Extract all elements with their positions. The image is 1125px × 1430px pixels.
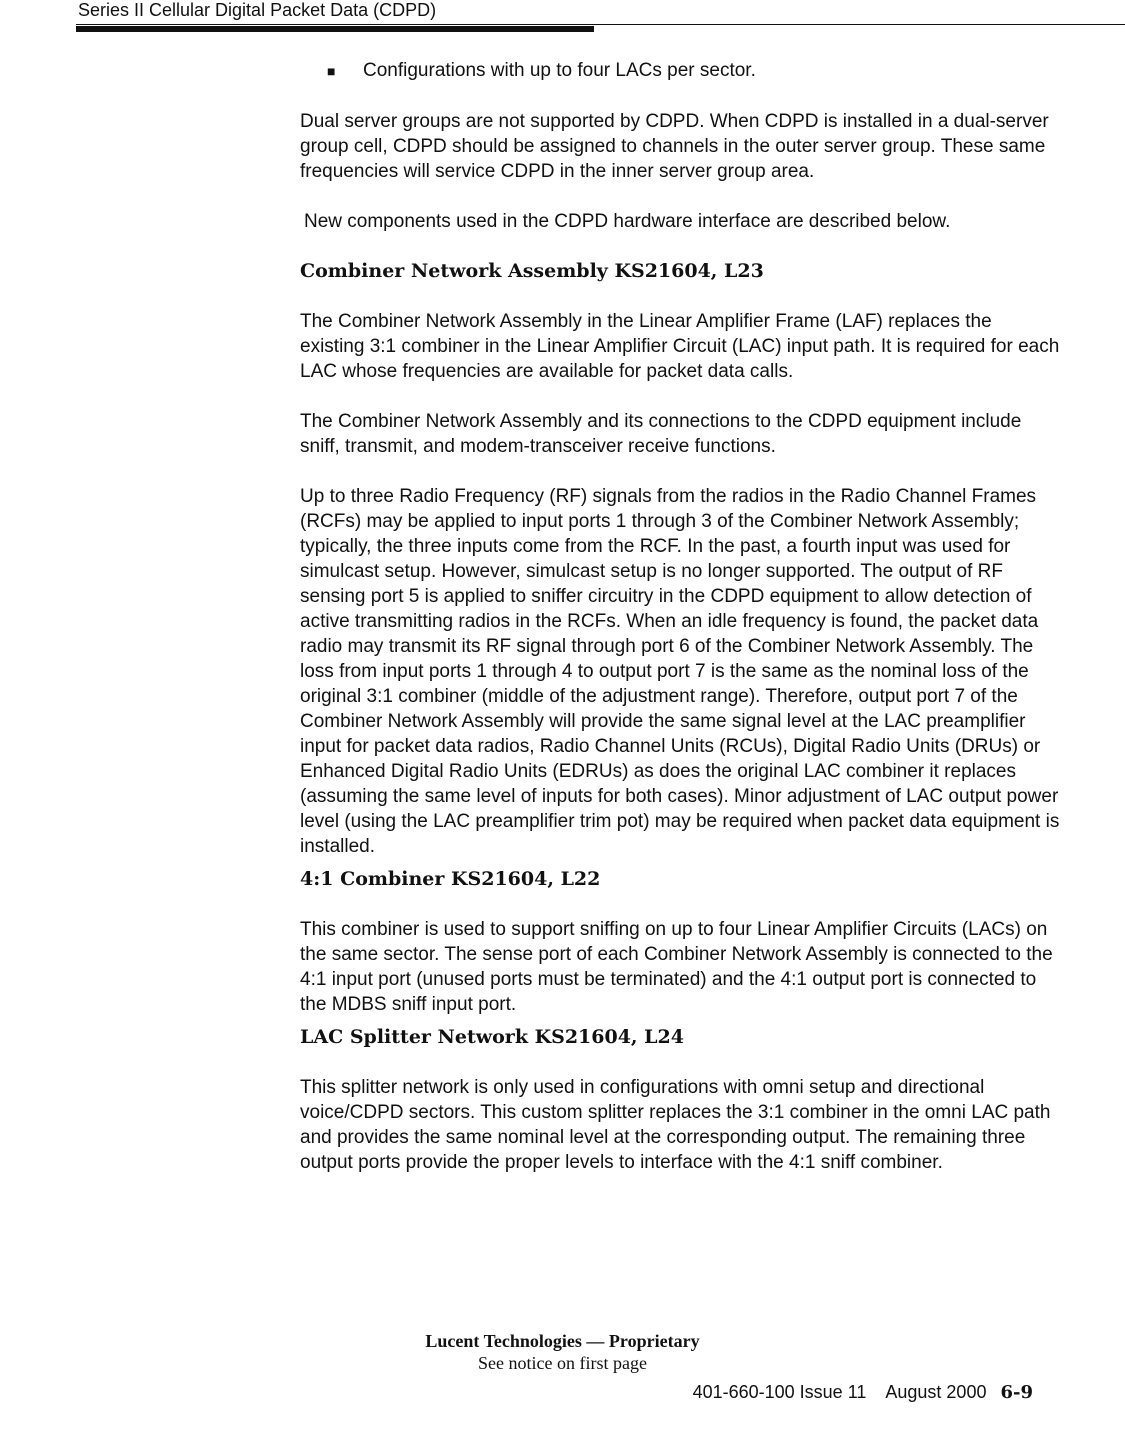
paragraph-new-components: New components used in the CDPD hardware interface are described below. (304, 211, 951, 232)
paragraph-lac-splitter: This splitter network is only used in configurations with omni setup and directional voice/CDPD sectors. This custom splitter replaces the 3:1 combiner in the omni LAC path and provides the same nominal level at the corresponding output. The remaining three output ports provide the proper levels to interface with the 4:1 sniff combiner. (300, 1077, 1051, 1173)
footer-company: Lucent Technologies — Proprietary (425, 1331, 700, 1351)
section-heading-lac-splitter: LAC Splitter Network KS21604, L24 (300, 1026, 684, 1048)
running-title: Series II Cellular Digital Packet Data (CDPD) (78, 0, 437, 20)
footer-doc-info-block (693, 1380, 1033, 1405)
footer-proprietary (0, 1330, 1125, 1374)
page-body (300, 58, 1060, 1200)
paragraph-combiner-network-3: Up to three Radio Frequency (RF) signals from the radios in the Radio Channel Frames (RCFs) may be applied to input ports 1 through 3 of the Combiner Network Assembly; typically, the three inputs come from the RCF. In the past, a fourth input was used for simulcast setup. However, simulcast setup is no longer supported. The output of RF sensing port 5 is applied to sniffer circuitry in the CDPD equipment to allow detection of active transmitting radios in the RCFs. When an idle frequency is found, the packet data radio may transmit its RF signal through port 6 of the Combiner Network Assembly. The loss from input ports 1 through 4 to output port 7 is the same as the nominal loss of the original 3:1 combiner (middle of the adjustment range). Therefore, output port 7 of the Combiner Network Assembly will provide the same signal level at the LAC preamplifier input for packet data radios, Radio Channel Units (RCUs), Digital Radio Units (DRUs) or Enhanced Digital Radio Units (EDRUs) as does the original LAC combiner it replaces (assuming the same level of inputs for both cases). Minor adjustment of LAC output power level (using the LAC preamplifier trim pot) may be required when packet data equipment is installed. (300, 486, 1060, 857)
section-heading-combiner-network: Combiner Network Assembly KS21604, L23 (300, 260, 764, 282)
page-number: 6-9 (1000, 1382, 1033, 1403)
paragraph-4-1-combiner: This combiner is used to support sniffing on up to four Linear Amplifier Circuits (LACs) on the same sector. The sense port of each Combiner Network Assembly is connected to the 4:1 input port (unused ports must be terminated) and the 4:1 output port is connected to the MDBS sniff input port. (300, 919, 1053, 1015)
section-heading-4-1-combiner: 4:1 Combiner KS21604, L22 (300, 868, 601, 890)
header-rule (76, 24, 1125, 25)
bullet-item (327, 58, 1060, 84)
header-rule-bar (76, 26, 594, 32)
footer-notice: See notice on first page (478, 1353, 647, 1373)
paragraph-combiner-network-1: The Combiner Network Assembly in the Linear Amplifier Frame (LAF) replaces the existing 3:1 combiner in the Linear Amplifier Circuit (LAC) input path. It is required for each LAC whose frequencies are available for packet data calls. (300, 311, 1060, 382)
footer-doc-info: 401-660-100 Issue 11 August 2000 (692, 1382, 987, 1402)
paragraph-combiner-network-2: The Combiner Network Assembly and its connections to the CDPD equipment include sniff, transmit, and modem-transceiver receive functions. (300, 411, 1022, 457)
bullet-text: Configurations with up to four LACs per sector. (363, 60, 756, 81)
paragraph-dual-server: Dual server groups are not supported by CDPD. When CDPD is installed in a dual-server group cell, CDPD should be assigned to channels in the outer server group. These same frequencies will service CDPD in the inner server group area. (300, 111, 1049, 182)
square-bullet-icon: ■ (327, 63, 336, 79)
